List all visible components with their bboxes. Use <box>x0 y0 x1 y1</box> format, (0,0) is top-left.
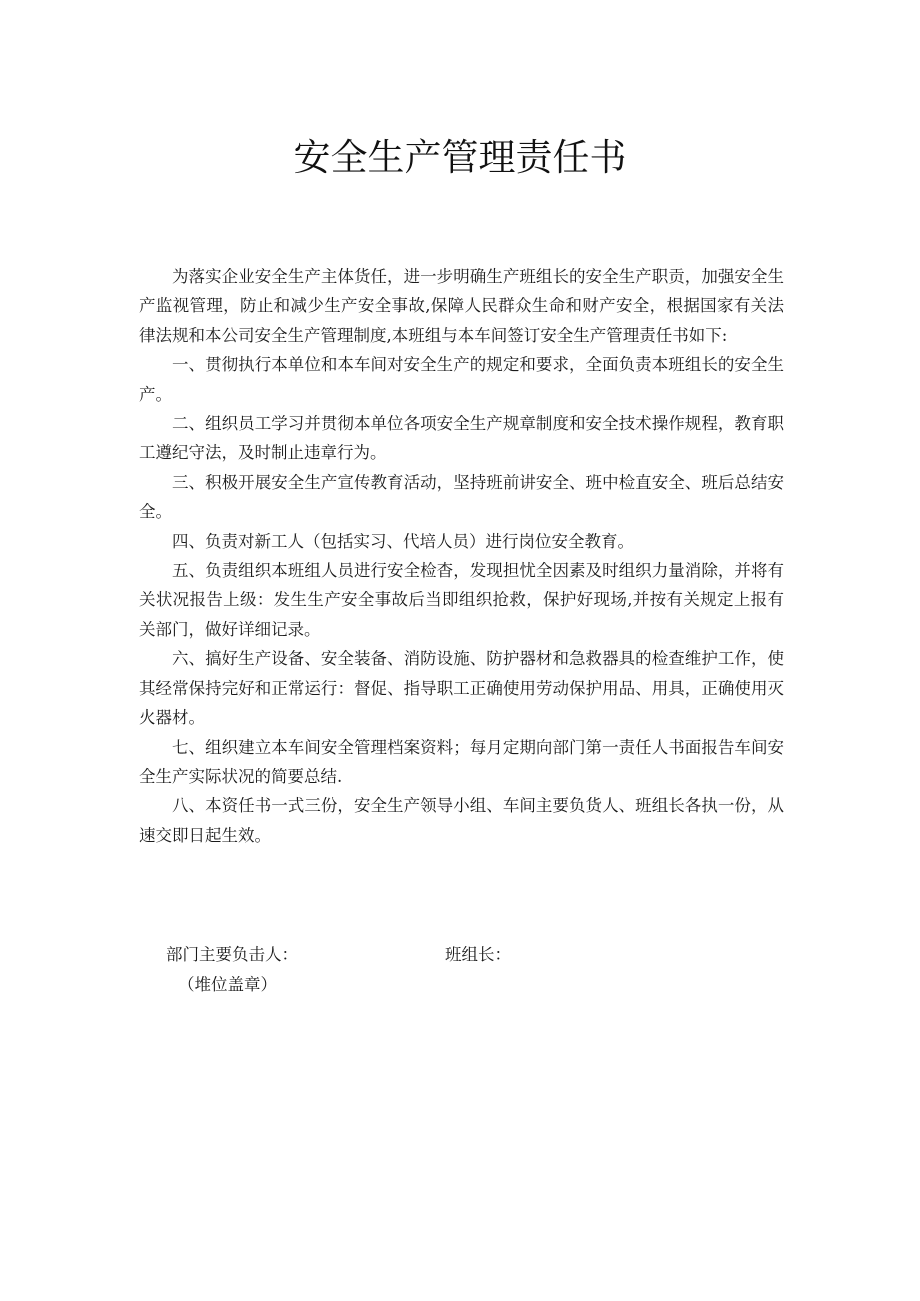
seal-note: （堆位盖章） <box>178 975 277 994</box>
clause-5: 五、负责组织本班组人员进行安全检杳，发现担忧全因素及时组织力量消除，并将有关状况报告上级：发生生产安全事故后当即组织抢救，保护好现场,并按有关规定上报有关部门，做好详细记录。 <box>139 561 784 639</box>
clause-4: 四、负责对新工人（包括实习、代培人员）进行岗位安全教育。 <box>172 531 634 551</box>
document-title: 安全生产管理责任书 <box>293 136 627 179</box>
intro-paragraph: 为落实企业安全生产主体货任，进一步明确生产班组长的安全生产职贡，加强安全生产监视管理，防止和减少生产安全事故,保障人民群众生命和财产安全，根据国家有关法律法规和本公司安全生产管理制度,本班组与本车间签订安全生产管理责任书如下: <box>139 267 784 345</box>
clause-3: 三、积极开展安全生产宣传教育活动，坚持班前讲安全、班中检直安全、班后总结安全。 <box>139 472 784 522</box>
clause-8: 八、本资任书一式三份，安全生产领导小组、车间主要负货人、班组长各执一份，从速交即日起生效。 <box>139 796 784 845</box>
clause-1: 一、贯彻执行本单位和本车间对安全生产的规定和要求，全面负责本班组长的安全生产。 <box>139 355 784 404</box>
document-body <box>139 262 784 850</box>
signature-row <box>0 940 920 970</box>
clause-2: 二、组织员工学习并贯彻本单位各项安全生产规章制度和安全技术操作规程，教育职工遵纪守法，及时制止违章行为。 <box>139 414 784 463</box>
dept-head-signature-label: 部门主要负击人： <box>166 945 298 964</box>
team-leader-signature-label: 班组长： <box>445 945 511 964</box>
clause-6: 六、搞好生产设备、安全装备、消防设施、防护器材和急救器具的检查维护工作，使其经常保持完好和正常运行：督促、指导职工正确使用劳动保护用品、用具，正确使用灭火器材。 <box>139 649 784 728</box>
clause-7: 七、组织建立本车间安全管理档案资料；每月定期向部门第一责任人书面报告车间安全生产实际状况的简要总结. <box>139 737 784 786</box>
